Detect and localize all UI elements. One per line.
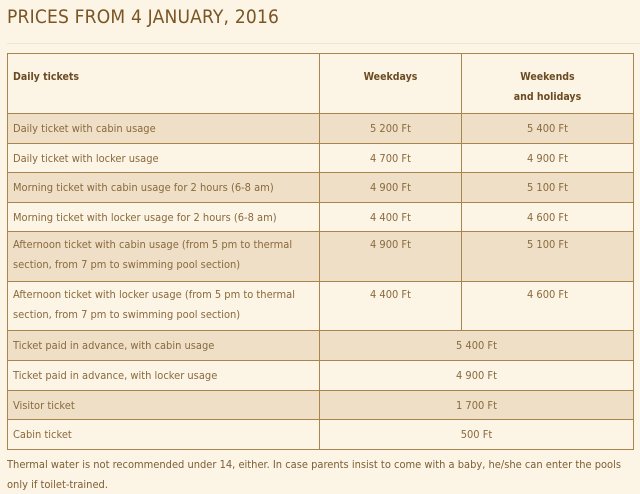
table-row [8,420,634,450]
price: 1 700 Ft [320,391,634,420]
weekday-price: 4 900 Ft [320,232,462,282]
price: 5 400 Ft [320,331,634,361]
row-label: Morning ticket with cabin usage for 2 hours (6-8 am) [8,173,320,203]
header-weekends [462,54,634,114]
price: 4 900 Ft [320,361,634,391]
weekend-price: 4 600 Ft [462,282,634,331]
title-divider [7,43,640,44]
row-label: Daily ticket with cabin usage [8,114,320,144]
table-row [8,203,634,232]
table-row [8,282,634,331]
page-title: PRICES FROM 4 JANUARY, 2016 [7,6,280,28]
weekend-price: 4 600 Ft [462,203,634,232]
row-label: Afternoon ticket with locker usage (from 5 pm to thermal section, from 7 pm to swimming pool section) [8,282,320,331]
table-row [8,114,634,144]
header-weekends-line2: and holidays [513,91,582,103]
weekday-price: 4 700 Ft [320,144,462,173]
table-header-row [8,54,634,114]
price-table [7,53,634,450]
row-label: Ticket paid in advance, with cabin usage [8,331,320,361]
table-row [8,232,634,282]
row-label: Cabin ticket [8,420,320,450]
table-row [8,144,634,173]
table-row [8,361,634,391]
weekend-price: 5 100 Ft [462,232,634,282]
row-label: Morning ticket with locker usage for 2 hours (6-8 am) [8,203,320,232]
footnote: Thermal water is not recommended under 14, either. In case parents insist to come with a baby, he/she can enter the pools only if toilet-trained. [7,458,621,491]
weekday-price: 5 200 Ft [320,114,462,144]
weekday-price: 4 400 Ft [320,203,462,232]
weekend-price: 5 100 Ft [462,173,634,203]
header-weekends-line1: Weekends [520,71,575,83]
header-weekdays: Weekdays [320,54,462,114]
weekend-price: 5 400 Ft [462,114,634,144]
table-row [8,331,634,361]
weekday-price: 4 400 Ft [320,282,462,331]
table-row [8,391,634,420]
row-label: Afternoon ticket with cabin usage (from 5 pm to thermal section, from 7 pm to swimming pool section) [8,232,320,282]
table-row [8,173,634,203]
weekend-price: 4 900 Ft [462,144,634,173]
row-label: Ticket paid in advance, with locker usage [8,361,320,391]
row-label: Daily ticket with locker usage [8,144,320,173]
weekday-price: 4 900 Ft [320,173,462,203]
header-daily-tickets: Daily tickets [8,54,320,114]
price: 500 Ft [320,420,634,450]
row-label: Visitor ticket [8,391,320,420]
